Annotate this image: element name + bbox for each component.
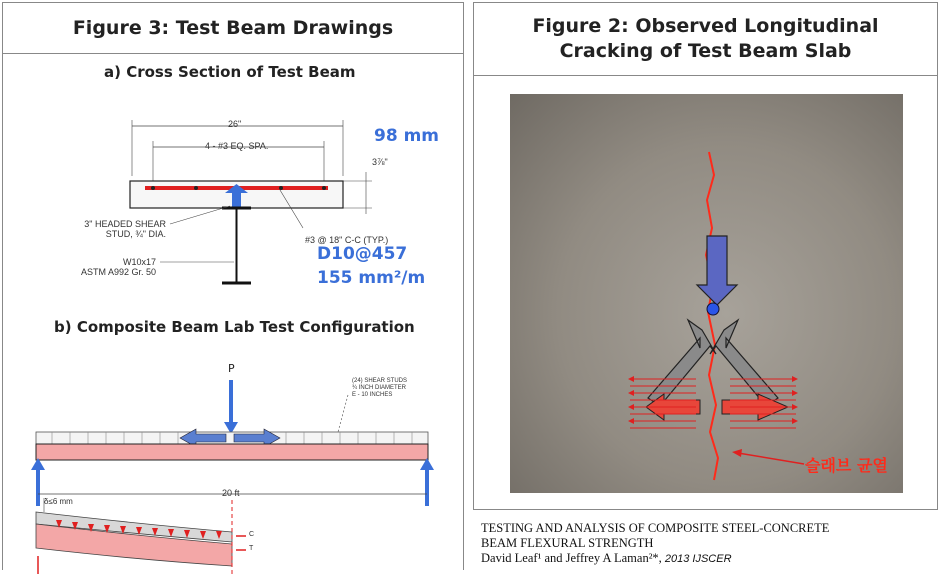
figure-3-title: Figure 3: Test Beam Drawings xyxy=(3,3,463,54)
citation xyxy=(481,521,829,567)
span-label: 20 ft xyxy=(222,488,240,498)
dim-total: 26" xyxy=(228,119,242,129)
load-label: P xyxy=(228,362,235,375)
cross-section-title: a) Cross Section of Test Beam xyxy=(104,63,356,81)
crack-line xyxy=(706,152,718,480)
label-beam: W10x17 ASTM A992 Gr. 50 xyxy=(80,257,156,277)
studs-note: (24) SHEAR STUDS ¾ INCH DIAMETER E - 10 INCHES xyxy=(352,378,408,398)
annot-area: 155 mm²/m xyxy=(317,268,426,288)
dim-spacing: 4 - #3 EQ. SPA. xyxy=(205,141,269,151)
down-arrow xyxy=(697,236,737,305)
load-point xyxy=(707,303,719,315)
annot-rebar: D10@457 xyxy=(317,244,408,264)
citation-title-1: TESTING AND ANALYSIS OF COMPOSITE STEEL-CONCRETE xyxy=(481,521,830,535)
annot-depth: 98 mm xyxy=(374,126,440,146)
figure-2-title: Figure 2: Observed Longitudinal Cracking of Test Beam Slab xyxy=(474,3,937,76)
label-t: T xyxy=(249,545,254,552)
label-stud: 3" HEADED SHEAR STUD, ¾" DIA. xyxy=(84,219,166,239)
deflection-label: δ≤6 mm xyxy=(44,497,73,506)
crack-label: 슬래브 균열 xyxy=(805,456,888,475)
dim-depth: 3⅞" xyxy=(372,157,388,167)
label-c: C xyxy=(249,531,255,538)
label-rebar: #3 @ 18" C-C (TYP.) xyxy=(305,235,389,245)
config-title: b) Composite Beam Lab Test Configuration xyxy=(54,318,415,336)
citation-title-2: BEAM FLEXURAL STRENGTH xyxy=(481,536,654,550)
citation-authors: David Leaf¹ and Jeffrey A Laman²*, 2013 IJSCER xyxy=(481,551,732,565)
